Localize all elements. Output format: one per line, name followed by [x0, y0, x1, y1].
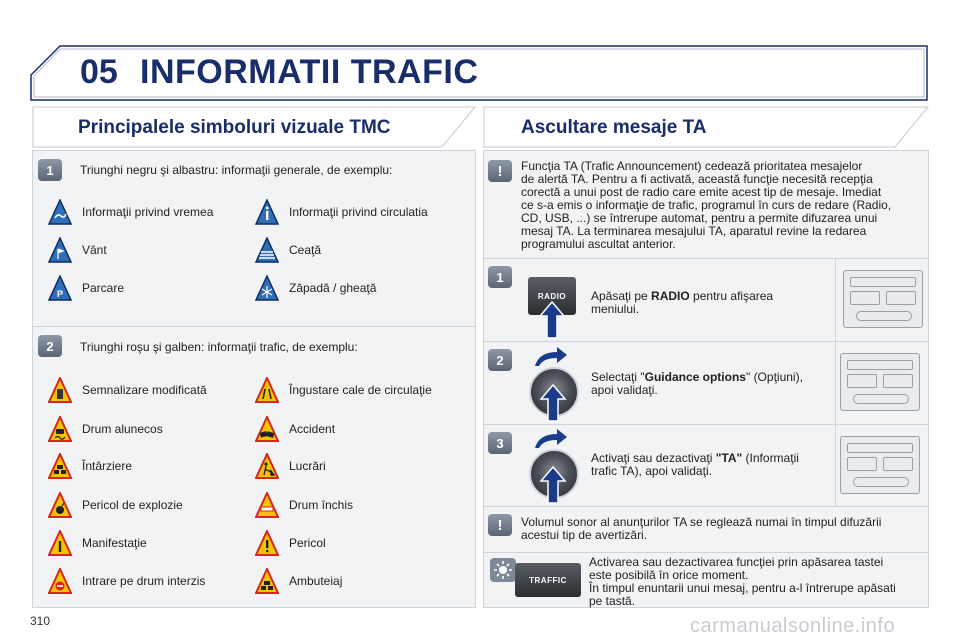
press-arrow-icon [539, 383, 567, 423]
symbol-label: Îngustare cale de circulaţie [289, 383, 432, 397]
tip-sun-icon [490, 558, 516, 582]
right-section-title: Ascultare mesaje TA [521, 117, 707, 138]
right-divider-1 [483, 258, 929, 259]
left-section-title: Principalele simboluri vizuale TMC [78, 117, 391, 138]
step1-pre: Apăsaţi pe [591, 289, 652, 303]
symbol-label: Parcare [82, 281, 125, 295]
chapter-header [30, 45, 928, 101]
weather-icon [48, 199, 72, 225]
symbol-label: Lucrări [289, 459, 326, 473]
symbol-road-closed [255, 492, 353, 518]
step2-text [591, 371, 803, 397]
symbol-weather [48, 199, 213, 225]
symbol-accident [255, 416, 335, 442]
tip-line: este posibilă în orice moment. [589, 568, 749, 582]
right-divider-4 [483, 506, 929, 507]
warning1-line: programului ascultat anterior. [521, 237, 676, 251]
symbol-label: Ceaţă [289, 243, 322, 257]
right-divider-2 [483, 341, 929, 342]
page-number: 310 [30, 614, 51, 628]
warning-badge-1: ! [488, 160, 512, 182]
step3-text [591, 452, 799, 478]
step1-bold: RADIO [651, 289, 690, 303]
symbol-label: Drum alunecos [82, 422, 163, 436]
slippery-road-icon [48, 416, 72, 442]
symbol-no-entry [48, 568, 205, 594]
tip-line: Activarea sau dezactivarea funcţiei prin apăsarea tastei [589, 555, 884, 569]
warning2-line: acestui tip de avertizări. [521, 528, 648, 542]
step-badge-r2: 2 [488, 349, 512, 371]
danger-icon [255, 530, 279, 556]
symbol-label: Pericol de explozie [82, 498, 183, 512]
fog-icon [255, 237, 279, 263]
no-entry-icon [48, 568, 72, 594]
rotate-arrow-icon [533, 428, 569, 450]
step3-line2: trafic TA), apoi validaţi. [591, 464, 712, 478]
press-arrow-icon [538, 300, 566, 340]
traffic-button[interactable]: TRAFFIC [515, 563, 581, 597]
snowflake-icon [255, 275, 279, 301]
device-illustration-3 [840, 436, 920, 494]
step-badge-1: 1 [38, 159, 62, 181]
symbol-snow [255, 275, 376, 301]
symbol-label: Zăpadă / gheaţă [289, 281, 377, 295]
warning-badge-2: ! [488, 514, 512, 536]
tip-text [589, 556, 896, 608]
step2-pre: Selectaţi " [591, 370, 645, 384]
symbol-label: Drum închis [289, 498, 354, 512]
signal-change-icon [48, 377, 72, 403]
symbol-label: Pericol [289, 536, 326, 550]
symbol-label: Întârziere [82, 459, 133, 473]
right-divider-5 [483, 552, 929, 553]
symbol-label: Semnalizare modificată [82, 383, 207, 397]
right-vdivider [835, 258, 836, 506]
symbol-slippery-road [48, 416, 163, 442]
symbol-label: Ambuteiaj [289, 574, 343, 588]
accident-icon [255, 416, 279, 442]
symbol-traffic-info [255, 199, 428, 225]
demonstration-icon [48, 530, 72, 556]
step1-post: pentru afişarea [689, 289, 774, 303]
traffic-jam-icon [255, 568, 279, 594]
step3-bold: "TA" [715, 451, 743, 465]
warning1-line: mesaj TA. La terminarea mesajului TA, aparatul revine la redarea [521, 224, 867, 238]
left-divider [32, 326, 476, 327]
symbol-demonstration [48, 530, 147, 556]
tip-line: În timpul enuntarii unui mesaj, pentru a-l întrerupe apăsati [589, 581, 896, 595]
step-badge-r3: 3 [488, 432, 512, 454]
step3-pre: Activaţi sau dezactivaţi [591, 451, 716, 465]
warning1-text [521, 160, 891, 251]
symbol-traffic-jam [255, 568, 342, 594]
step-badge-r1: 1 [488, 266, 512, 288]
warning2-line: Volumul sonor al anunţurilor TA se reglează numai în timpul difuzării [521, 515, 882, 529]
step2-post: " (Opţiuni), [745, 370, 803, 384]
info-icon [255, 199, 279, 225]
press-arrow-icon [539, 465, 567, 505]
group2-intro: Triunghi roşu şi galben: informaţii trafic, de exemplu: [80, 340, 358, 354]
symbol-fog [255, 237, 321, 263]
warning1-line: corectă a unui post de radio care emite acest tip de mesaje. Imediat [521, 185, 882, 199]
rotate-arrow-icon [533, 346, 569, 368]
group1-intro: Triunghi negru şi albastru: informaţii generale, de exemplu: [80, 163, 393, 177]
step2-bold: Guidance options [644, 370, 746, 384]
symbol-explosion [48, 492, 183, 518]
symbol-label: Informaţii privind circulatia [289, 205, 428, 219]
warning1-line: Funcţia TA (Trafic Announcement) cedează prioritatea mesajelor [521, 159, 863, 173]
right-divider-3 [483, 424, 929, 425]
symbol-label: Manifestaţie [82, 536, 147, 550]
parking-icon [48, 275, 72, 301]
symbol-danger [255, 530, 326, 556]
delay-icon [48, 453, 72, 479]
chapter-number: 05 [80, 53, 118, 91]
step3-post: (Informaţii [742, 451, 799, 465]
warning1-line: ce s-a emis o informaţie de trafic, programul în curs de redare (Radio, [521, 198, 892, 212]
step1-line2: meniului. [591, 302, 640, 316]
warning2-text [521, 516, 881, 542]
road-closed-icon [255, 492, 279, 518]
device-illustration-2 [840, 353, 920, 411]
roadworks-icon [255, 453, 279, 479]
symbol-roadworks [255, 453, 326, 479]
radio-button[interactable]: RADIO [528, 277, 576, 315]
step-badge-2: 2 [38, 335, 62, 357]
symbol-wind [48, 237, 107, 263]
step1-text [591, 290, 773, 316]
tip-line: pe tastă. [589, 594, 636, 608]
symbol-parking [48, 275, 124, 301]
symbol-label: Intrare pe drum interzis [82, 574, 206, 588]
warning1-line: de alertă TA. Pentru a fi activată, această funcţie necesită recepţia [521, 172, 873, 186]
symbol-delay [48, 453, 132, 479]
symbol-label: Informaţii privind vremea [82, 205, 214, 219]
device-illustration-1 [843, 270, 923, 328]
step2-line2: apoi validaţi. [591, 383, 658, 397]
road-narrows-icon [255, 377, 279, 403]
symbol-label: Vânt [82, 243, 107, 257]
symbol-road-narrows [255, 377, 432, 403]
warning1-line: CD, USB, ...) se întrerupe automat, pentru a permite difuzarea unui [521, 211, 878, 225]
svg-text:P: P [56, 289, 64, 299]
symbol-changed-signals [48, 377, 207, 403]
wind-icon [48, 237, 72, 263]
explosion-icon [48, 492, 72, 518]
watermark: carmanualsonline.info [690, 615, 896, 637]
symbol-label: Accident [289, 422, 336, 436]
chapter-title: INFORMATII TRAFIC [140, 53, 479, 91]
